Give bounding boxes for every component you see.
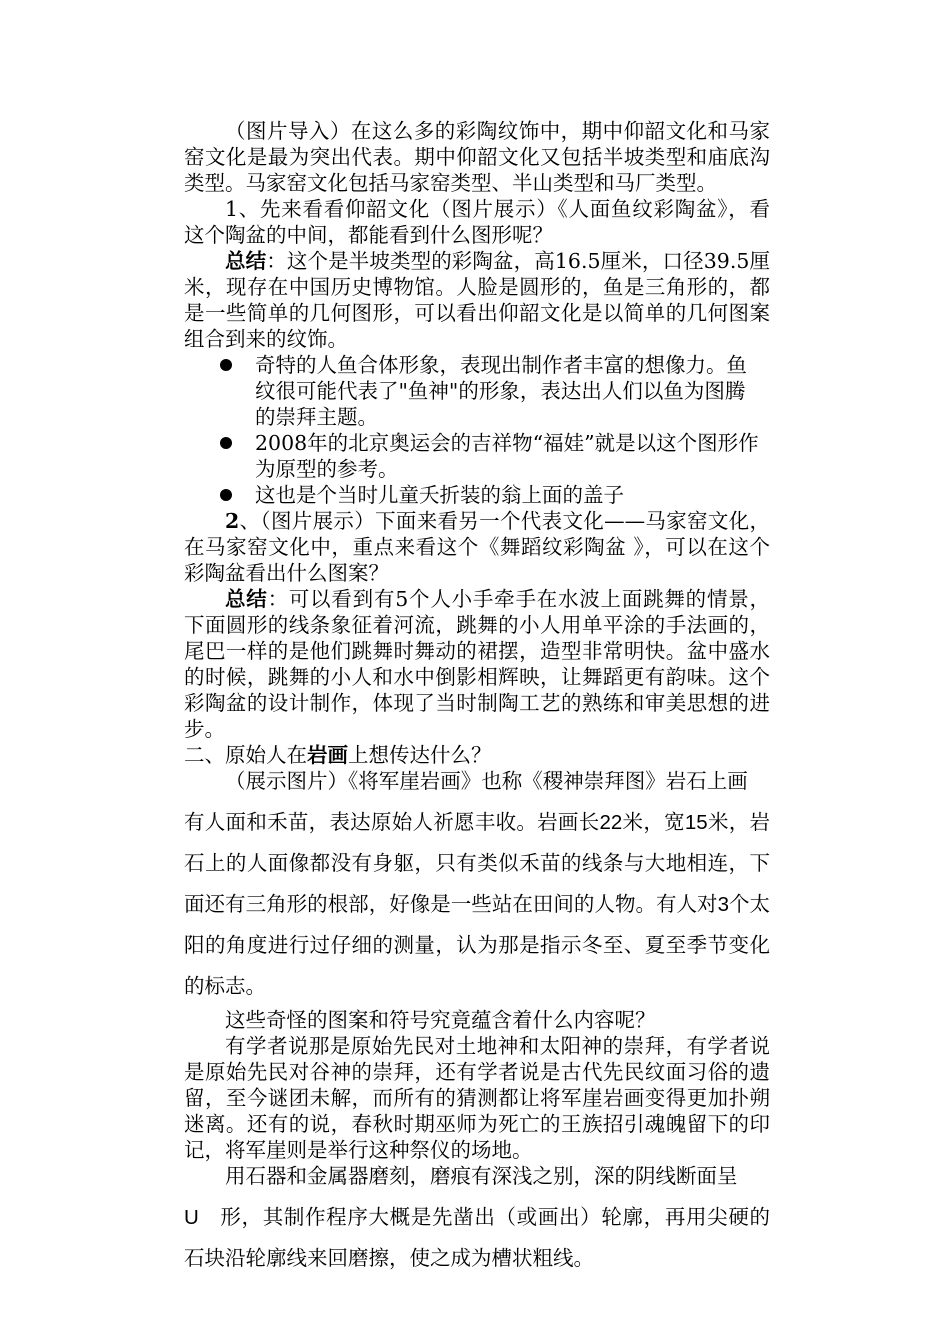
sun-count-number: 3: [717, 893, 729, 916]
technique-intro: 用石器和金属器磨刻，磨痕有深浅之别，深的阴线断面呈: [225, 1164, 738, 1188]
rock-length-number: 22: [599, 811, 623, 834]
summary1-text: ：这个是半坡类型的彩陶盆，高16.5厘米，口径39.5厘米，现存在中国历史博物馆。人脸是圆形的，鱼是三角形的，都是一些简单的几何图形，可以看出仰韶文化是以简单的几何图案组合到来的纹饰。: [184, 249, 771, 351]
bullet-text: 奇特的人鱼合体形象，表现出制作者丰富的想像力。鱼纹很可能代表了"鱼神"的形象，表达出人们以鱼为图腾的崇拜主题。: [255, 353, 747, 429]
document-page: [184, 118, 770, 1279]
section-heading-2: [184, 742, 770, 768]
rock-text-b: 米，宽: [622, 810, 685, 834]
summary1-label: 总结: [225, 249, 267, 273]
bullet-item: [184, 430, 770, 482]
summary2-text: ：可以看到有5个人小手牵手在水波上面跳舞的情景，下面圆形的线条象征着河流，跳舞的小人用单平涂的手法画的，尾巴一样的是他们跳舞时舞动的裙摆，造型非常明快。盆中盛水的时候，跳舞的小人和水中倒影相辉映，让舞蹈更有韵味。这个彩陶盆的设计制作，体现了当时制陶工艺的熟练和审美思想的进步。: [184, 587, 771, 741]
rock-text-a: 有人面和禾苗，表达原始人祈愿丰收。岩画长: [184, 810, 600, 834]
question-paragraph: 这些奇怪的图案和符号究竟蕴含着什么内容呢？: [225, 1008, 656, 1032]
bullet-dot-icon: [220, 437, 232, 449]
section2-question-text: 、（图片展示）下面来看另一个代表文化——马家窑文化，在马家窑文化中，重点来看这个《舞蹈纹彩陶盆 》，可以在这个彩陶盆看出什么图案？: [184, 509, 770, 585]
bullet-item: [184, 352, 770, 430]
intro-paragraph: （图片导入）在这么多的彩陶纹饰中，期中仰韶文化和马家窑文化是最为突出代表。期中仰韶文化又包括半坡类型和庙底沟类型。马家窑文化包括马家窑类型、半山类型和马厂类型。: [184, 119, 770, 195]
bullet-text: 2008年的北京奥运会的吉祥物“福娃”就是以这个图形作为原型的参考。: [255, 431, 759, 481]
section1-question-text: 1、先来看看仰韶文化（图片展示）《人面鱼纹彩陶盆》，看这个陶盆的中间，都能看到什么图形呢？: [184, 197, 770, 247]
heading2-bold: 岩画: [307, 743, 348, 767]
summary2-paragraph: [184, 586, 770, 742]
section2-number: 2: [225, 509, 240, 533]
bullet-text: 这也是个当时儿童夭折装的翁上面的盖子: [255, 483, 624, 507]
section2-question: [184, 508, 770, 586]
bullet-dot-icon: [220, 489, 232, 501]
technique-description: [184, 1197, 770, 1279]
bullet-item: [184, 482, 770, 508]
heading2-pre: 二、原始人在: [184, 743, 307, 767]
rock-text-d: 个太阳的角度进行过仔细的测量，认为那是指示冬至、夏至季节变化的标志。: [184, 892, 771, 998]
heading2-post: 上想传达什么？: [348, 743, 492, 767]
bullet-dot-icon: [220, 359, 232, 371]
rock-painting-intro: （展示图片）《将军崖岩画》也称《稷神崇拜图》岩石上画: [225, 769, 748, 793]
rock-width-number: 15: [684, 811, 708, 834]
section1-question: [184, 196, 770, 248]
rock-painting-description: [184, 802, 770, 1007]
summary1-paragraph: [184, 248, 770, 352]
bullet-list: [184, 352, 770, 508]
scholars-paragraph: 有学者说那是原始先民对土地神和太阳神的崇拜，有学者说是原始先民对谷神的崇拜，还有学者说是古代先民纹面习俗的遗留，至今谜团未解，而所有的猜测都让将军崖岩画变得更加扑朔迷离。还有的说，春秋时期巫师为死亡的王族招引魂魄留下的印记，将军崖则是举行这种祭仪的场地。: [184, 1034, 770, 1162]
rock-text-c: 米，岩石上的人面像都没有身躯，只有类似禾苗的线条与大地相连，下面还有三角形的根部，好像是一些站在田间的人物。有人对: [184, 810, 771, 916]
technique-text: 形，其制作程序大概是先凿出（或画出）轮廓，再用尖硬的石块沿轮廓线来回磨擦，使之成为槽状粗线。: [184, 1205, 770, 1270]
summary2-label: 总结: [225, 587, 268, 611]
u-shape-letter: U: [184, 1206, 199, 1229]
